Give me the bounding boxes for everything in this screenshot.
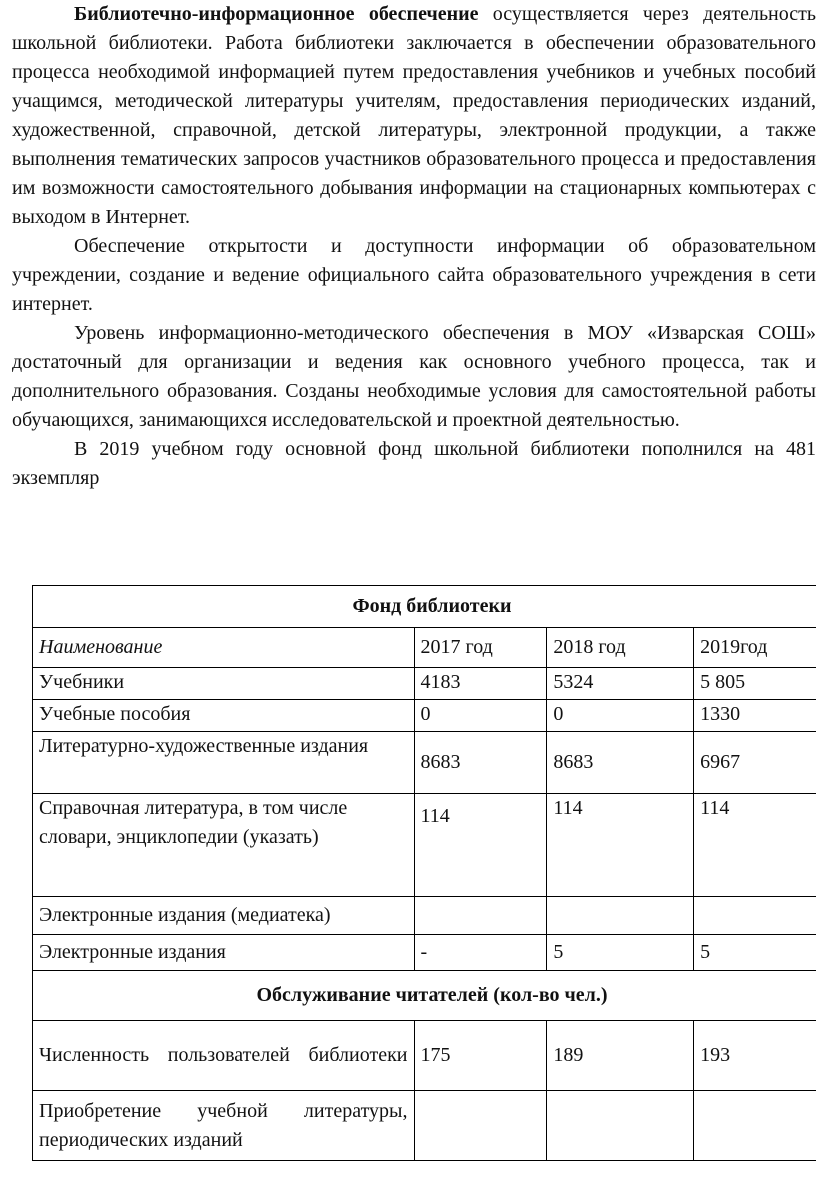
- row-label: Учебные пособия: [33, 700, 415, 732]
- cell-value: 8683: [547, 732, 694, 794]
- cell-value: 0: [547, 700, 694, 732]
- table-row: [33, 700, 816, 732]
- table-row: [33, 1021, 816, 1091]
- section-title-row: [33, 586, 816, 628]
- table-row: [33, 668, 816, 700]
- section-title-row: [33, 971, 816, 1021]
- cell-value: 5: [547, 935, 694, 971]
- cell-value: [694, 1091, 816, 1161]
- cell-value: 114: [414, 794, 547, 897]
- row-label: Численность пользователей библиотеки: [33, 1021, 415, 1091]
- cell-value: 4183: [414, 668, 547, 700]
- table-row: [33, 897, 816, 935]
- cell-value: [547, 897, 694, 935]
- paragraph-1-text: осуществляется через деятельность школьной библиотеки. Работа библиотеки заключается в обеспечении образовательного процесса необходимой информацией путем предоставления учебников и учебных пособий учащимся, методической литературы учителям, предоставления периодических изданий, художественной, справочной, детской литературы, электронной продукции, а также выполнения тематических запросов участников образовательного процесса и предоставления им возможности самостоятельного добывания информации на стационарных компьютерах с выходом в Интернет.: [12, 3, 816, 228]
- section-title-readers: Обслуживание читателей (кол-во чел.): [33, 971, 816, 1021]
- row-label: Учебники: [33, 668, 415, 700]
- row-label: Электронные издания (медиатека): [33, 897, 415, 935]
- paragraph-4: В 2019 учебном году основной фонд школьной библиотеки пополнился на 481 экземпляр: [12, 438, 816, 489]
- header-2018: 2018 год: [547, 628, 694, 668]
- library-table-wrapper: [32, 585, 816, 1185]
- cell-value: 5: [694, 935, 816, 971]
- document-body: [12, 0, 816, 493]
- header-name: Наименование: [33, 628, 415, 668]
- cell-value: 175: [414, 1021, 547, 1091]
- table-row: [33, 935, 816, 971]
- cell-value: 0: [414, 700, 547, 732]
- cell-value: 193: [694, 1021, 816, 1091]
- row-label: Справочная литература, в том числе словари, энциклопедии (указать): [33, 794, 415, 897]
- cell-value: 114: [547, 794, 694, 897]
- header-2019: 2019год: [694, 628, 816, 668]
- cell-value: [414, 897, 547, 935]
- row-label: Приобретение учебной литературы, периодических изданий: [33, 1091, 415, 1161]
- cell-value: 6967: [694, 732, 816, 794]
- cell-value: 1330: [694, 700, 816, 732]
- paragraph-1: [12, 0, 816, 232]
- table-row: [33, 794, 816, 897]
- header-2017: 2017 год: [414, 628, 547, 668]
- cell-value: 8683: [414, 732, 547, 794]
- cell-value: [414, 1091, 547, 1161]
- row-label: Литературно-художественные издания: [33, 732, 415, 794]
- library-table: [32, 585, 816, 1161]
- paragraph-1-lead: Библиотечно-информационное обеспечение: [74, 3, 479, 25]
- cell-value: 5324: [547, 668, 694, 700]
- paragraph-3: Уровень информационно-методического обеспечения в МОУ «Изварская СОШ» достаточный для организации и ведения как основного учебного процесса, так и дополнительного образования. Созданы необходимые условия для самостоятельной работы обучающихся, занимающихся исследовательской и проектной деятельностью.: [12, 322, 816, 431]
- paragraph-2: Обеспечение открытости и доступности информации об образовательном учреждении, создание и ведение официального сайта образовательного учреждения в сети интернет.: [12, 235, 816, 315]
- cell-value: [694, 897, 816, 935]
- cell-value: 114: [694, 794, 816, 897]
- row-label: Электронные издания: [33, 935, 415, 971]
- table-row: [33, 732, 816, 794]
- table-header-row: [33, 628, 816, 668]
- cell-value: -: [414, 935, 547, 971]
- cell-value: [547, 1091, 694, 1161]
- table-row: [33, 1091, 816, 1161]
- cell-value: 189: [547, 1021, 694, 1091]
- cell-value: 5 805: [694, 668, 816, 700]
- section-title-fund: Фонд библиотеки: [33, 586, 816, 628]
